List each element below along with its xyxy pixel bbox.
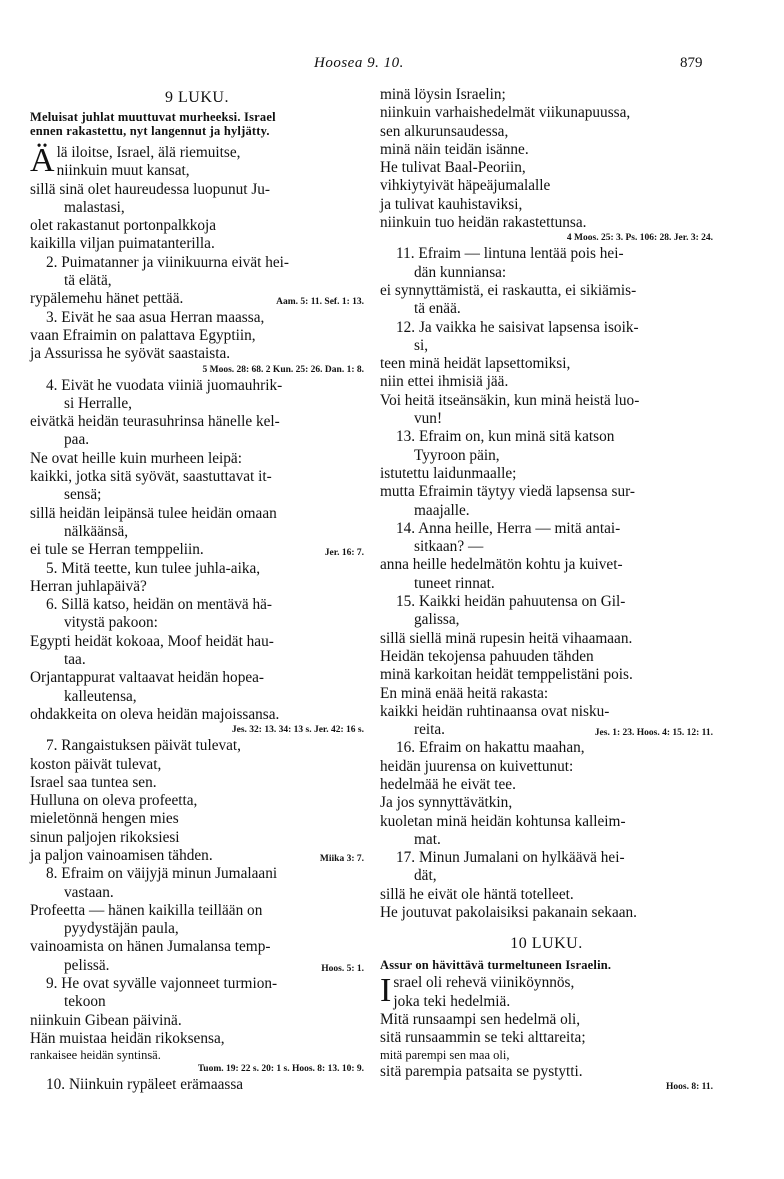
verse-line: ohdakkeita on oleva heidän majoissansa. <box>30 705 280 723</box>
drop-cap-block <box>380 974 713 1011</box>
verse-line: He joutuvat pakolaisiksi pakanain sekaan. <box>380 904 637 922</box>
verse-text: ei tule se Herran temppeliin. <box>30 541 204 559</box>
verse-line: sillä siellä minä rupesin heitä vihaamaan. <box>380 629 633 647</box>
verse-line: tä enää. <box>414 300 461 318</box>
cross-reference: Miika 3: 7. <box>319 853 364 864</box>
verse-line: 3. Eivät he saa asua Herran maassa, <box>46 308 265 326</box>
verse-line: si, <box>414 336 429 354</box>
verse-line: anna heille hedelmätön kohtu ja kuivet- <box>380 556 623 574</box>
verse-line: si Herralle, <box>64 394 132 412</box>
verse-line: galissa, <box>414 611 460 629</box>
verse-line: He tulivat Baal-Peoriin, <box>380 159 526 177</box>
verse-line <box>30 541 364 559</box>
verse-line: hedelmää he eivät tee. <box>380 775 516 793</box>
verse-line: 4. Eivät he vuodata viiniä juomauhrik- <box>46 376 283 394</box>
verse-line: sillä sinä olet haureudessa luopunut Ju- <box>30 180 271 198</box>
verse-line: mieletönnä hengen mies <box>30 810 179 828</box>
verse-line: sitä runsaammin se teki alttareita; <box>380 1029 586 1047</box>
verse-line: paa. <box>64 431 90 449</box>
verse-line: 10. Niinkuin rypäleet erämaassa <box>46 1076 244 1094</box>
verse-text: ja paljon vainoamisen tähden. <box>30 846 213 864</box>
verse-line: Profeetta — hänen kaikilla teillään on <box>30 901 263 919</box>
verse-line: istutettu laidunmaalle; <box>380 464 517 482</box>
verse-line <box>380 721 713 739</box>
right-column <box>380 86 713 1094</box>
cross-reference: Tuom. 19: 22 s. 20: 1 s. Hoos. 8: 13. 10: 9. <box>197 1064 364 1075</box>
verse-line: vitystä pakoon: <box>64 614 158 632</box>
verse-line: dät, <box>414 867 437 885</box>
verse-line: sinun paljojen rikoksiesi <box>30 828 180 846</box>
drop-cap-block <box>30 144 364 181</box>
verse-line: srael oli rehevä viiniköynnös, <box>393 974 575 992</box>
verse-line: Hulluna on oleva profeetta, <box>30 792 198 810</box>
verse-line: eivätkä heidän teurasuhrinsa hänelle kel- <box>30 413 280 431</box>
drop-cap: I <box>380 972 392 1010</box>
verse-line: vaan Efraimin on palattava Egyptiin, <box>30 326 256 344</box>
verse-line: sitkaan? — <box>414 538 484 556</box>
verse-line <box>30 290 364 308</box>
verse-line: minä näin teidän isänne. <box>380 140 529 158</box>
drop-cap: Ä <box>30 142 55 179</box>
verse-line: tekoon <box>64 993 106 1011</box>
verse-line: minä löysin Israelin; <box>380 86 506 103</box>
chapter-summary-line: Assur on hävittävä turmeltuneen Israelin. <box>380 958 612 973</box>
verse-line: 9. He ovat syvälle vajonneet turmion- <box>46 975 278 993</box>
cross-reference: 5 Moos. 28: 68. 2 Kun. 25: 26. Dan. 1: 8. <box>202 364 364 375</box>
verse-line: sillä heidän leipänsä tulee heidän omaan <box>30 504 277 522</box>
verse-line: kaikilla viljan puimatanterilla. <box>30 235 215 253</box>
verse-line: olet rakastanut portonpalkkoja <box>30 217 217 235</box>
verse-line: pyydystäjän paula, <box>64 920 179 938</box>
verse-line: 7. Rangaistuksen päivät tulevat, <box>46 737 241 755</box>
verse-line: koston päivät tulevat, <box>30 755 162 773</box>
verse-line: 13. Efraim on, kun minä sitä katson <box>396 428 615 446</box>
verse-line: niinkuin varhaishedelmät viikunapuussa, <box>380 104 631 122</box>
cross-reference: Hoos. 5: 1. <box>321 963 364 974</box>
verse-line: 11. Efraim — lintuna lentää pois hei- <box>396 245 624 263</box>
section-gap <box>380 922 713 932</box>
cross-reference: Hoos. 8: 11. <box>666 1081 713 1092</box>
verse-line <box>30 847 364 865</box>
verse-line: Heidän tekojensa pahuuden tähden <box>380 647 594 665</box>
verse-line: Hän muistaa heidän rikoksensa, <box>30 1029 225 1047</box>
verse-line: joka teki hedelmiä. <box>393 992 511 1010</box>
verse-line: 2. Puimatanner ja viinikuurna eivät hei- <box>46 253 289 271</box>
verse-text: rypälemehu hänet pettää. <box>30 290 184 308</box>
verse-line: minä karkoitan heidät temppelistäni pois. <box>380 666 633 684</box>
verse-line: Mitä runsaampi sen hedelmä oli, <box>380 1010 581 1028</box>
cross-reference: 4 Moos. 25: 3. Ps. 106: 28. Jer. 3: 24. <box>566 233 713 244</box>
verse-line: ei synnyttämistä, ei raskautta, ei sikiämis- <box>380 281 637 299</box>
verse-line: 17. Minun Jumalani on hylkäävä hei- <box>396 849 625 867</box>
verse-line: vainoamista on hänen Jumalansa temp- <box>30 938 271 956</box>
verse-line: tä elätä, <box>64 272 112 290</box>
verse-line: Voi heitä itseänsäkin, kun minä heistä luo- <box>380 391 640 409</box>
verse-line: heidän juurensa on kuivettunut: <box>380 757 574 775</box>
verse-line: kaikki heidän ruhtinaansa ovat nisku- <box>380 702 610 720</box>
chapter-title: 9 LUKU. <box>165 89 229 106</box>
verse-line: mitä parempi sen maa oli, <box>380 1047 510 1062</box>
verse-line: taa. <box>64 651 86 669</box>
verse-line: teen minä heidät lapsettomiksi, <box>380 355 571 373</box>
verse-line: niin ettei ihmisiä jää. <box>380 373 509 391</box>
verse-line: kalleutensa, <box>64 687 137 705</box>
verse-line: Ja jos synnyttävätkin, <box>380 794 513 812</box>
verse-line: vastaan. <box>64 883 114 901</box>
cross-reference: Jes. 32: 13. 34: 13 s. Jer. 42: 16 s. <box>231 725 364 736</box>
verse-line: Tyyroon päin, <box>414 446 500 464</box>
verse-line: niinkuin tuo heidän rakastettunsa. <box>380 214 587 232</box>
verse-line: 16. Efraim on hakattu maahan, <box>396 739 585 757</box>
verse-line: mutta Efraimin täytyy viedä lapsensa sur- <box>380 483 635 501</box>
running-head: Hoosea 9. 10. <box>314 55 404 71</box>
verse-line: lä iloitse, Israel, älä riemuitse, <box>56 144 241 161</box>
verse-line: niinkuin Gibean päivinä. <box>30 1011 182 1029</box>
verse-line: maajalle. <box>414 501 470 519</box>
verse-line: niinkuin muut kansat, <box>56 162 190 180</box>
verse-line: Ne ovat heille kuin murheen leipä: <box>30 449 242 467</box>
verse-line: kuoletan minä heidän kohtunsa kalleim- <box>380 812 626 830</box>
chapter-title: 10 LUKU. <box>510 935 583 953</box>
verse-line: sensä; <box>64 486 102 504</box>
verse-line: Orjantappurat valtaavat heidän hopea- <box>30 669 265 687</box>
verse-line: Egypti heidät kokoaa, Moof heidät hau- <box>30 632 274 650</box>
verse-line: dän kunniansa: <box>414 263 507 281</box>
verse-line: 14. Anna heille, Herra — mitä antai- <box>396 519 621 537</box>
verse-line: tuneet rinnat. <box>414 574 495 592</box>
verse-text: reita. <box>414 721 445 739</box>
cross-reference: Jes. 1: 23. Hoos. 4: 15. 12: 11. <box>594 728 713 739</box>
page-header <box>0 55 784 77</box>
verse-line: sitä parempia patsaita se pystytti. <box>380 1062 583 1080</box>
verse-line: rankaisee heidän syntinsä. <box>30 1048 161 1063</box>
verse-line: malastasi, <box>64 198 125 216</box>
cross-reference: Aam. 5: 11. Sef. 1: 13. <box>276 297 364 308</box>
verse-line: mat. <box>414 830 441 848</box>
verse-line: 5. Mitä teette, kun tulee juhla-aika, <box>46 559 261 577</box>
verse-line: sillä he eivät ole häntä totelleet. <box>380 885 574 903</box>
verse-line: sen alkurunsaudessa, <box>380 122 509 140</box>
verse-line: nälkäänsä, <box>64 522 129 540</box>
verse-line: vihkiytyivät häpeäjumalalle <box>380 177 551 195</box>
verse-line: ja tulivat kauhistaviksi, <box>380 195 523 213</box>
cross-reference: Jer. 16: 7. <box>324 548 364 559</box>
verse-line: En minä enää heitä rakasta: <box>380 684 549 702</box>
verse-line: 8. Efraim on väijyjä minun Jumalaani <box>46 865 278 883</box>
verse-text: pelissä. <box>64 956 110 974</box>
chapter-summary-line: ennen rakastettu, nyt langennut ja hyljätty. <box>30 124 270 138</box>
page-number: 879 <box>680 55 703 71</box>
verse-line: 6. Sillä katso, heidän on mentävä hä- <box>46 596 272 614</box>
chapter-summary-line: Meluisat juhlat muuttuvat murheeksi. Israel <box>30 110 276 124</box>
verse-line <box>30 957 364 975</box>
verse-line: kaikki, jotka sitä syövät, saastuttavat it- <box>30 468 272 486</box>
verse-line: Herran juhlapäivä? <box>30 577 147 595</box>
verse-line: 15. Kaikki heidän pahuutensa on Gil- <box>396 593 626 611</box>
verse-line: Israel saa tuntea sen. <box>30 773 157 791</box>
verse-line: ja Assurissa he syövät saastaista. <box>30 345 231 363</box>
verse-line: vun! <box>414 410 443 428</box>
verse-line: 12. Ja vaikka he saisivat lapsensa isoik- <box>396 318 639 336</box>
left-column <box>30 86 364 1095</box>
